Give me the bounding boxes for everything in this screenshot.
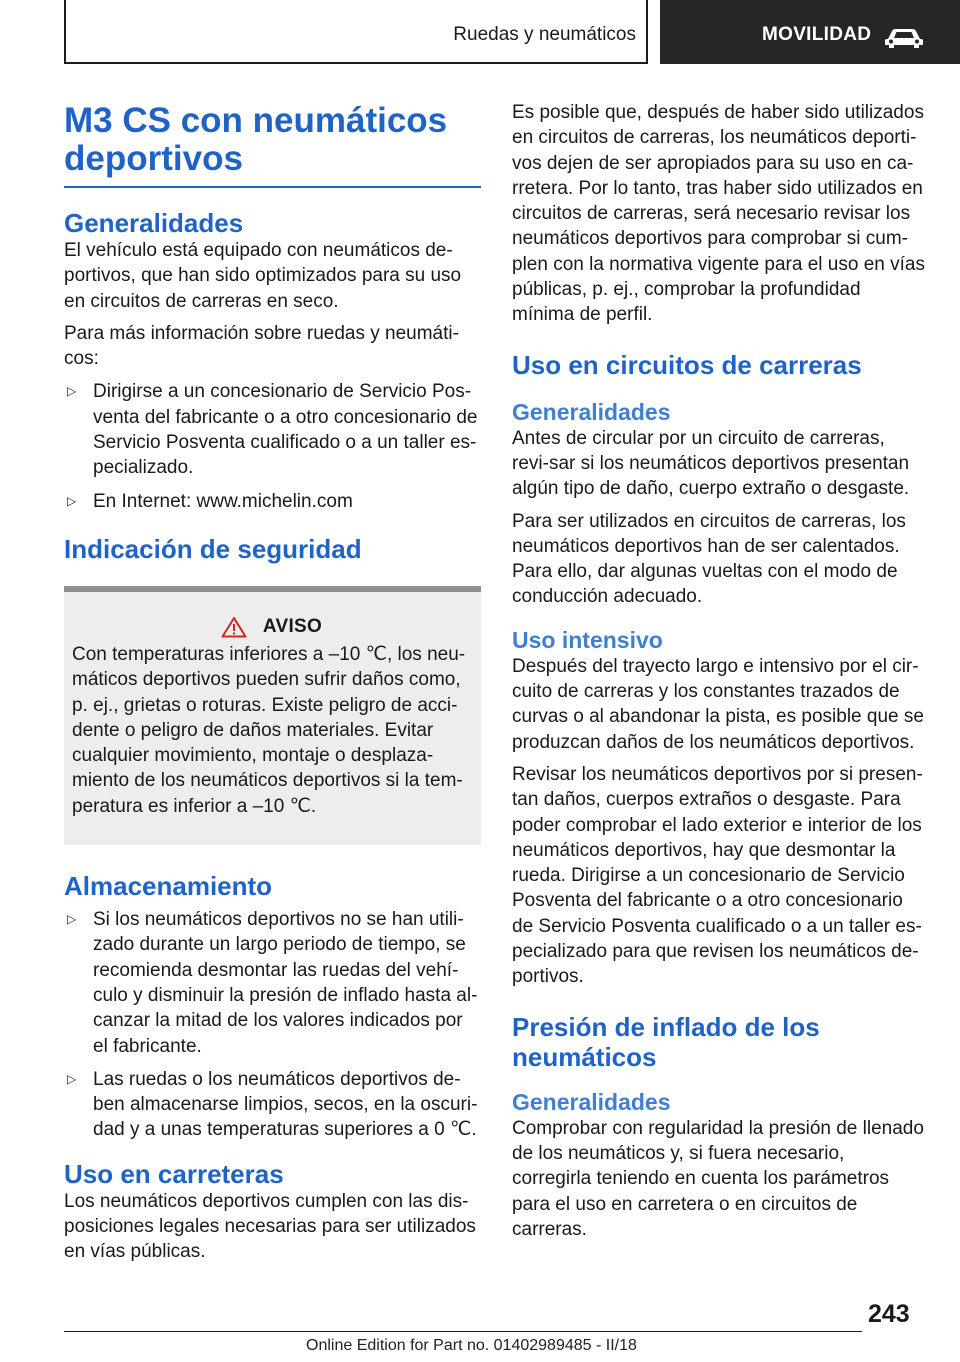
heading-tire-pressure-line2: neumáticos <box>512 1041 657 1072</box>
right-column <box>512 100 926 1242</box>
general-bullet-list <box>64 379 481 513</box>
general-paragraph-1: El vehículo está equipado con neumáticos de-portivos, que han sido optimizados para su uso en circuitos de carreras en seco. <box>64 240 462 312</box>
triangle-bullet-icon: ▷ <box>67 493 77 508</box>
list-item: ▷ Las ruedas o los neumáticos deportivos de-ben almacenarse limpios, secos, en la oscuri-dad y a unas temperaturas superiores a 0 ℃. <box>67 1068 478 1141</box>
subheading-pressure-general: Generalidades <box>512 1088 671 1115</box>
chapter-title <box>64 100 481 186</box>
triangle-bullet-icon: ▷ <box>67 384 77 399</box>
header-rule-bottom <box>64 62 648 64</box>
track-paragraph-3: Después del trayecto largo e intensivo por el cir-cuito de carreras y los constantes trazados de curvas o al abandonar la pista, es posible que se produzcan daños de los neumáticos deportivos. <box>512 655 924 753</box>
warning-header <box>72 592 471 642</box>
general-paragraph-2: Para más información sobre ruedas y neumáti-cos: <box>64 322 459 370</box>
triangle-bullet-icon: ▷ <box>67 912 77 927</box>
road-paragraph: Los neumáticos deportivos cumplen con las dis-posiciones legales necesarias para ser utilizados en vías públicas. <box>64 1190 476 1263</box>
intro-paragraph: Es posible que, después de haber sido utilizados en circuitos de carreras, los neumáticos deporti-vos dejen de ser apropiados para su uso en ca-rretera. Por lo tanto, tras haber sido utilizados en circuitos de carreras, será necesario revisar los neumáticos deportivos para comprobar si cum-plen con la normativa vigente para el uso en vías públicas, p. ej., comprobar la profundidad mínima de perfil. <box>512 102 925 326</box>
storage-bullet-list <box>64 907 481 1143</box>
left-column <box>64 100 481 1265</box>
heading-road-use: Uso en carreteras <box>64 1158 284 1189</box>
header-section-title: Ruedas y neumáticos <box>453 24 636 45</box>
warning-box <box>64 586 481 845</box>
warning-text: Con temperaturas inferiores a –10 ℃, los neu-máticos deportivos pueden sufrir daños como, p. ej., grietas o roturas. Existe peligro de acci-dente o peligro de daños materiales. Evitar cualquier movimiento, montaje o desplaza-miento de los neumáticos deportivos si la tem-peratura es inferior a –10 ℃. <box>72 643 466 817</box>
footer-edition-text: Online Edition for Part no. 01402989485 - II/18 <box>306 1337 637 1354</box>
chapter-title-line2: deportivos <box>64 139 243 178</box>
footer-rule <box>64 1331 862 1332</box>
heading-tire-pressure-line1: Presión de inflado de los <box>512 1011 820 1042</box>
page-number: 243 <box>868 1300 910 1328</box>
subheading-general: Generalidades <box>512 398 671 425</box>
triangle-bullet-icon: ▷ <box>67 1071 77 1086</box>
pressure-paragraph: Comprobar con regularidad la presión de llenado de los neumáticos y, si fuera necesario, corregirla teniendo en cuenta los parámetros para el uso en carretera o en circuitos de carreras. <box>512 1117 924 1240</box>
heading-general: Generalidades <box>64 208 244 238</box>
warning-label: AVISO <box>262 615 323 637</box>
subheading-intensive-use: Uso intensivo <box>512 626 663 653</box>
heading-track-use: Uso en circuitos de carreras <box>512 349 862 380</box>
heading-storage: Almacenamiento <box>64 871 273 902</box>
track-paragraph-1: Antes de circular por un circuito de carreras, revi-sar si los neumáticos deportivos presentan algún tipo de daño, cuerpo extraño o desgaste. <box>512 427 910 500</box>
header-rule-divider <box>646 0 648 64</box>
track-paragraph-4: Revisar los neumáticos deportivos por si presen-tan daños, cuerpos extraños o desgaste. Para poder comprobar el lado exterior e interior de los neumáticos deportivos, hay que desmontar la rueda. Dirigirse a un concesionario de Servicio Posventa del fabricante o a otro concesionario de Servicio Posventa cualificado o a un taller es-pecializado para que revisen los neumáticos de-portivos. <box>512 763 923 988</box>
list-item: ▷ Si los neumáticos deportivos no se han utili-zado durante un largo periodo de tiempo, se recomienda desmontar las ruedas del vehí-culo y disminuir la presión de inflado hasta al-canzar la mitad de los valores indicados por el fabricante. <box>67 909 478 1057</box>
list-item: ▷ En Internet: www.michelin.com <box>64 489 481 514</box>
chapter-title-line1: M3 CS con neumáticos <box>64 101 448 140</box>
list-item: ▷ Dirigirse a un concesionario de Servicio Pos-venta del fabricante o a otro concesionario de Servicio Posventa cualificado o a un taller es-pecializado. <box>67 381 478 479</box>
track-paragraph-2: Para ser utilizados en circuitos de carreras, los neumáticos deportivos han de ser calentados. Para ello, dar algunas vueltas con el modo de conducción adecuado. <box>512 510 906 608</box>
header-mobility-tab[interactable] <box>660 0 960 64</box>
car-icon <box>884 26 924 50</box>
warning-triangle-icon <box>221 616 247 638</box>
header-tab-label: MOVILIDAD <box>762 24 872 45</box>
heading-safety: Indicación de seguridad <box>64 533 362 564</box>
chapter-rule <box>64 186 481 188</box>
heading-tire-pressure <box>512 1012 926 1072</box>
